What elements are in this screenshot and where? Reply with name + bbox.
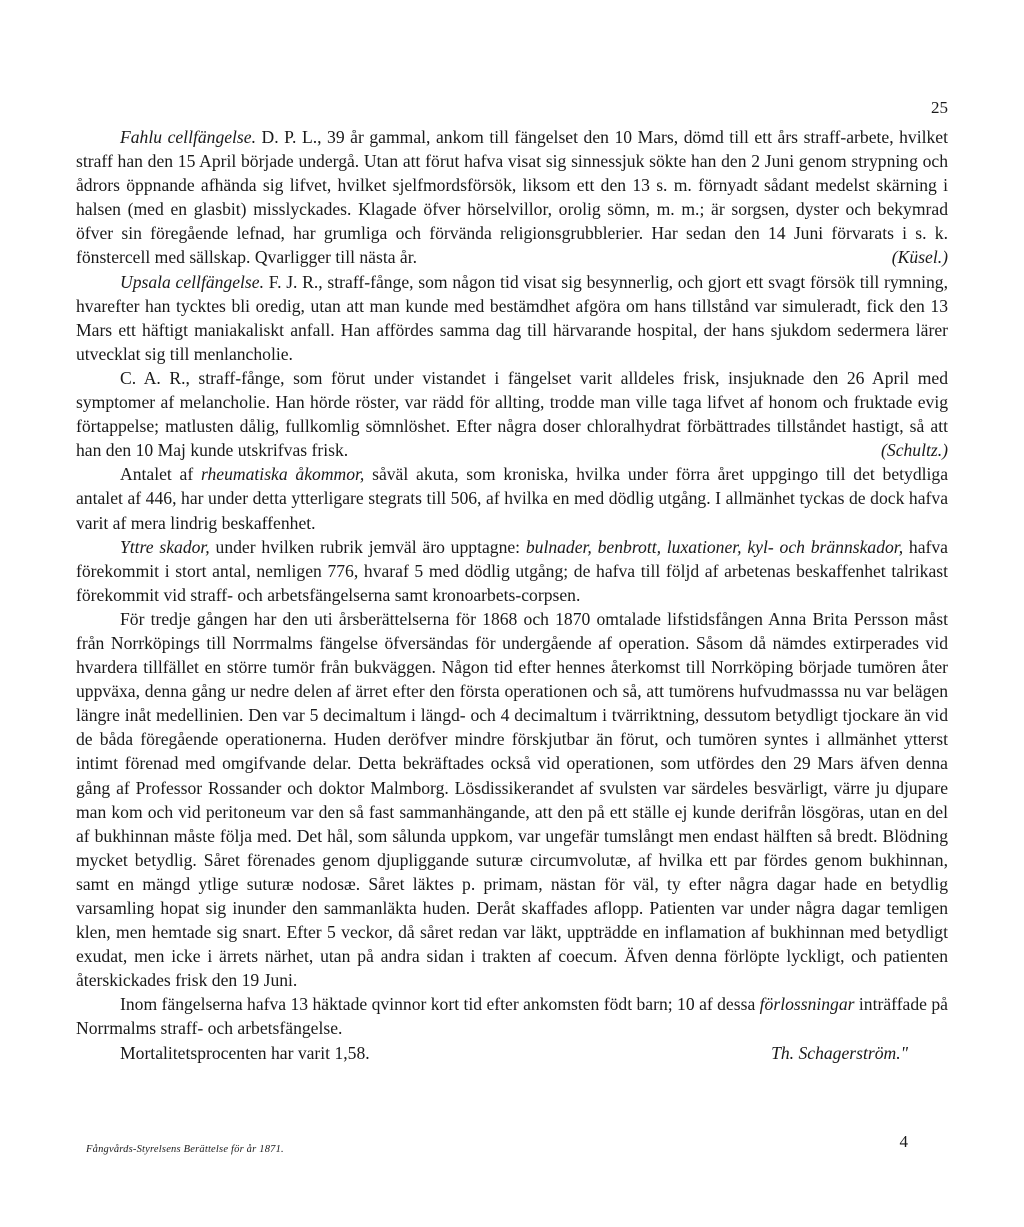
paragraph	[76, 125, 948, 270]
text-segment: För tredje gången har den uti årsberättelserna för 1868 och 1870 omtalade lifstidsfången Anna Brita Persson måst från Norrköpings till Norrmalms fängelse öfversändas för undergående af operation. Såsom då nämdes extirperades vid hvardera tillfället en större tumör från bukväggen. Någon tid efter hennes återkomst till Norrköping började tumören åter uppväxa, denna gång ur nedre delen af ärret efter den första operationen och så, att tumörens hufvudmasssa nu var belägen längre inåt medellinien. Den var 5 decimaltum i längd- och 4 decimaltum i tvärriktning, dessutom betydligt tjockare än vid de båda föregående operationerna. Huden deröfver mindre förskjutbar än förut, och tumören syntes i allmänhet ytterst intimt förenad med omgifvande delar. Detta bekräftades också vid operationen, som utfördes den 29 Mars äfven denna gång af Professor Rossander och doktor Malmborg. Lösdissikerandet af svulsten var särdeles besvärligt, värre ju djupare man kom och vid peritoneum var den så fast sammanhängande, att den på ett ställe ej kunde derifrån lösgöras, utan en del af bukhinnan måste följa med. Det hål, som sålunda uppkom, var ungefär tumslångt men endast hälften så bredt. Blödning mycket betydlig. Såret förenades genom djupliggande suturæ circumvolutæ, af hvilka ett par fördes genom bukhinnan, samt en mängd ytlige suturæ nodosæ. Såret läktes p. primam, nästan för väl, ty efter några dagar hade en betydlig varsamling hopat sig inunder den sammanläkta huden. Deråt skaffades aflopp. Patienten var under några dagar temligen klen, men hemtade sig snart. Efter 5 veckor, då såret redan var läkt, uppträdde en inflamation af bukhinnan med betydligt exudat, men icke i ärrets närhet, utan på andra sidan i trakten af coecum. Äfven denna förlöpte lyckligt, och patienten återskickades frisk den 19 Juni.	[76, 608, 948, 991]
italic-text-segment: rheumatiska åkommor,	[200, 464, 365, 485]
italic-text-segment: förlossningar	[759, 994, 855, 1015]
text-segment: inträffade på Norrmalms straff- och arbetsfängelse.	[76, 994, 948, 1039]
footer-sheet-number: 4	[899, 1132, 908, 1151]
author-attribution: (Schultz.)	[881, 440, 948, 461]
text-segment: F. J. R., straff-fånge, som någon tid visat sig besynnerlig, och gjort ett svagt försök till rymning, hvarefter han tycktes bli oredig, utan att man kunde med bestämdhet afgöra om hans tillstånd var simuleradt, fick den 13 Mars ett häftigt maniakaliskt anfall. Han affördes samma dag till härvarande hospital, der hans sjukdom sedermera lärer utvecklat sig till menlancholie.	[76, 271, 948, 364]
paragraph-list	[76, 125, 948, 1041]
closing-line	[76, 1041, 948, 1065]
paragraph	[76, 607, 948, 993]
page-number: 25	[931, 98, 948, 117]
italic-text-segment: Upsala cellfängelse.	[120, 271, 264, 292]
text-segment: C. A. R., straff-fånge, som förut under vistandet i fängelset varit alldeles frisk, insjuknade den 26 April med symptomer af melancholie. Han hörde röster, var rädd för allting, trodde man ville taga lifvet af honom och fruktade evig förtappelse; matlusten dålig, fullkomlig sömnlöshet. Efter några doser chloralhydrat förbättrades tillståndet hastigt, så att han den 10 Maj kunde utskrifvas frisk.	[76, 367, 948, 461]
paragraph	[76, 366, 948, 462]
signature: Th. Schagerström."	[771, 1042, 908, 1063]
text-segment: såväl akuta, som kroniska, hvilka under förra året uppgingo till det betydliga antalet af 446, har under detta ytterligare stegrats till 506, af hvilka en med dödlig utgång. I allmänhet tyckas de dock hafva varit af mera lindrig beskaffenhet.	[76, 464, 949, 533]
italic-text-segment: Yttre skador,	[120, 536, 210, 557]
italic-text-segment: bulnader, benbrott, luxationer, kyl- och brännskador,	[525, 536, 904, 557]
footer-publication-title: Fångvårds-Styrelsens Berättelse för år 1871.	[86, 1144, 284, 1155]
body-text	[76, 125, 948, 1065]
document-page	[76, 0, 948, 1227]
paragraph	[76, 535, 948, 607]
paragraph	[76, 462, 948, 534]
text-segment: D. P. L., 39 år gammal, ankom till fängelset den 10 Mars, dömd till ett års straff-arbete, hvilket straff han den 15 April började undergå. Utan att förut hafva visat sig sinnessjuk sökte han den 2 Juni genom strypning och ådrors öppnande afhända sig lifvet, hvilket sjelfmordsförsök, liksom ett den 13 s. m. förnyadt sådant medelst skärning i halsen (med en glasbit) misslyckades. Klagade öfver hörselvillor, orolig sömn, m. m.; är sorgsen, dyster och bekymrad öfver sin föregående lefnad, har grumliga och förvända religionsgrubblerier. Har sedan den 14 Juni förvarats i s. k. fönstercell med sällskap. Qvarligger till nästa år.	[76, 127, 949, 268]
paragraph	[76, 992, 948, 1040]
text-segment: Antalet af	[120, 464, 201, 485]
text-segment: hafva förekommit i stort antal, nemligen 776, hvaraf 5 med dödlig utgång; de hafva till följd af arbetenas beskaffenhet talrikast förekommit vid straff- och arbetsfängelserna samt kronoarbets-corpsen.	[76, 536, 948, 605]
author-attribution: (Küsel.)	[891, 247, 948, 268]
text-segment: under hvilken rubrik jemväl äro upptagne:	[209, 536, 526, 557]
italic-text-segment: Fahlu cellfängelse.	[120, 127, 256, 147]
mortality-statement: Mortalitetsprocenten har varit 1,58.	[120, 1042, 370, 1063]
paragraph	[76, 270, 948, 366]
page-footer	[86, 1132, 948, 1170]
text-segment: Inom fängelserna hafva 13 häktade qvinnor kort tid efter ankomsten födt barn; 10 af dessa	[120, 994, 760, 1015]
